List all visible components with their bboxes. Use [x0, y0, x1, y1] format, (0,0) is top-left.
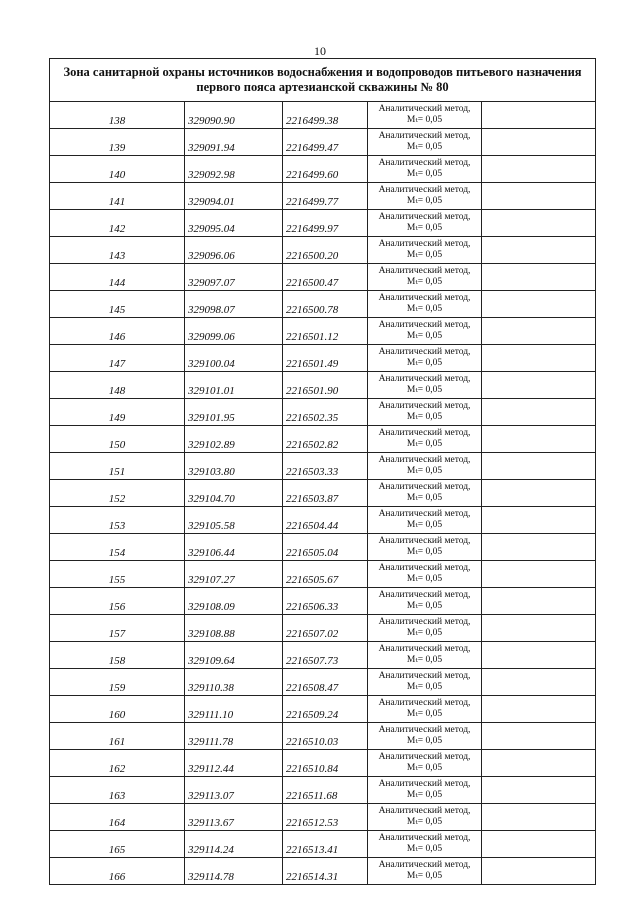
empty-cell — [482, 858, 596, 885]
method-label: Аналитический метод, — [378, 428, 471, 438]
coordinate-x-cell: 329102.89 — [185, 426, 283, 453]
point-number-cell: 156 — [50, 588, 185, 615]
point-number-cell: 160 — [50, 696, 185, 723]
coordinate-x-cell: 329105.58 — [185, 507, 283, 534]
method-label: Аналитический метод, — [378, 320, 471, 330]
method-label: Аналитический метод, — [378, 779, 471, 789]
method-cell — [368, 372, 482, 399]
method-label: Аналитический метод, — [378, 374, 471, 384]
coordinate-y-cell: 2216511.68 — [283, 777, 368, 804]
point-number-cell: 158 — [50, 642, 185, 669]
coordinate-x-cell: 329100.04 — [185, 345, 283, 372]
coordinate-y-cell: 2216505.04 — [283, 534, 368, 561]
method-cell — [368, 534, 482, 561]
accuracy-label: Mₜ= 0,05 — [406, 196, 443, 206]
table-row — [50, 669, 596, 696]
coordinate-x-cell: 329104.70 — [185, 480, 283, 507]
empty-cell — [482, 588, 596, 615]
coordinate-y-cell: 2216512.53 — [283, 804, 368, 831]
table-row — [50, 210, 596, 237]
method-cell — [368, 129, 482, 156]
method-label: Аналитический метод, — [378, 158, 471, 168]
coordinate-x-cell: 329096.06 — [185, 237, 283, 264]
coordinate-x-cell: 329111.10 — [185, 696, 283, 723]
method-label: Аналитический метод, — [378, 590, 471, 600]
accuracy-label: Mₜ= 0,05 — [406, 628, 443, 638]
table-row — [50, 345, 596, 372]
accuracy-label: Mₜ= 0,05 — [406, 574, 443, 584]
method-label: Аналитический метод, — [378, 293, 471, 303]
empty-cell — [482, 399, 596, 426]
point-number-cell: 166 — [50, 858, 185, 885]
coordinate-y-cell: 2216514.31 — [283, 858, 368, 885]
accuracy-label: Mₜ= 0,05 — [406, 331, 443, 341]
coordinate-y-cell: 2216510.03 — [283, 723, 368, 750]
method-cell — [368, 318, 482, 345]
point-number-cell: 152 — [50, 480, 185, 507]
point-number-cell: 164 — [50, 804, 185, 831]
accuracy-label: Mₜ= 0,05 — [406, 682, 443, 692]
method-cell — [368, 588, 482, 615]
table-row — [50, 804, 596, 831]
method-cell — [368, 210, 482, 237]
accuracy-label: Mₜ= 0,05 — [406, 250, 443, 260]
point-number-cell: 143 — [50, 237, 185, 264]
method-cell — [368, 507, 482, 534]
point-number-cell: 163 — [50, 777, 185, 804]
table-row — [50, 183, 596, 210]
coordinate-x-cell: 329108.09 — [185, 588, 283, 615]
empty-cell — [482, 615, 596, 642]
coordinate-x-cell: 329095.04 — [185, 210, 283, 237]
method-cell — [368, 615, 482, 642]
point-number-cell: 147 — [50, 345, 185, 372]
method-label: Аналитический метод, — [378, 401, 471, 411]
coordinate-y-cell: 2216505.67 — [283, 561, 368, 588]
empty-cell — [482, 264, 596, 291]
table-row — [50, 399, 596, 426]
coordinate-y-cell: 2216502.35 — [283, 399, 368, 426]
table-row — [50, 102, 596, 129]
table-row — [50, 750, 596, 777]
accuracy-label: Mₜ= 0,05 — [406, 790, 443, 800]
accuracy-label: Mₜ= 0,05 — [406, 817, 443, 827]
accuracy-label: Mₜ= 0,05 — [406, 439, 443, 449]
coordinate-y-cell: 2216509.24 — [283, 696, 368, 723]
coordinate-y-cell: 2216503.33 — [283, 453, 368, 480]
method-cell — [368, 777, 482, 804]
method-cell — [368, 696, 482, 723]
method-cell — [368, 831, 482, 858]
method-label: Аналитический метод, — [378, 239, 471, 249]
table-row — [50, 615, 596, 642]
empty-cell — [482, 183, 596, 210]
method-label: Аналитический метод, — [378, 860, 471, 870]
accuracy-label: Mₜ= 0,05 — [406, 493, 443, 503]
empty-cell — [482, 831, 596, 858]
point-number-cell: 161 — [50, 723, 185, 750]
coordinate-y-cell: 2216499.97 — [283, 210, 368, 237]
method-cell — [368, 102, 482, 129]
method-label: Аналитический метод, — [378, 212, 471, 222]
method-cell — [368, 669, 482, 696]
coordinate-y-cell: 2216503.87 — [283, 480, 368, 507]
table-row — [50, 723, 596, 750]
coordinates-table — [49, 58, 596, 885]
accuracy-label: Mₜ= 0,05 — [406, 871, 443, 881]
method-label: Аналитический метод, — [378, 536, 471, 546]
coordinate-y-cell: 2216499.77 — [283, 183, 368, 210]
method-cell — [368, 723, 482, 750]
accuracy-label: Mₜ= 0,05 — [406, 304, 443, 314]
coordinate-y-cell: 2216507.02 — [283, 615, 368, 642]
coordinate-y-cell: 2216506.33 — [283, 588, 368, 615]
coordinate-x-cell: 329106.44 — [185, 534, 283, 561]
coordinate-y-cell: 2216507.73 — [283, 642, 368, 669]
empty-cell — [482, 102, 596, 129]
method-label: Аналитический метод, — [378, 455, 471, 465]
table-row — [50, 318, 596, 345]
coordinate-y-cell: 2216504.44 — [283, 507, 368, 534]
coordinate-y-cell: 2216500.20 — [283, 237, 368, 264]
table-row — [50, 129, 596, 156]
empty-cell — [482, 561, 596, 588]
coordinate-x-cell: 329090.90 — [185, 102, 283, 129]
empty-cell — [482, 480, 596, 507]
method-cell — [368, 561, 482, 588]
coordinate-y-cell: 2216500.78 — [283, 291, 368, 318]
empty-cell — [482, 696, 596, 723]
coordinate-y-cell: 2216510.84 — [283, 750, 368, 777]
method-label: Аналитический метод, — [378, 671, 471, 681]
point-number-cell: 165 — [50, 831, 185, 858]
empty-cell — [482, 156, 596, 183]
point-number-cell: 149 — [50, 399, 185, 426]
method-cell — [368, 156, 482, 183]
empty-cell — [482, 642, 596, 669]
coordinate-x-cell: 329113.07 — [185, 777, 283, 804]
table-row — [50, 426, 596, 453]
empty-cell — [482, 291, 596, 318]
point-number-cell: 144 — [50, 264, 185, 291]
accuracy-label: Mₜ= 0,05 — [406, 655, 443, 665]
empty-cell — [482, 750, 596, 777]
empty-cell — [482, 426, 596, 453]
method-label: Аналитический метод, — [378, 482, 471, 492]
empty-cell — [482, 777, 596, 804]
method-cell — [368, 858, 482, 885]
table-row — [50, 291, 596, 318]
accuracy-label: Mₜ= 0,05 — [406, 277, 443, 287]
method-label: Аналитический метод, — [378, 698, 471, 708]
point-number-cell: 146 — [50, 318, 185, 345]
point-number-cell: 139 — [50, 129, 185, 156]
coordinate-x-cell: 329111.78 — [185, 723, 283, 750]
table-row — [50, 264, 596, 291]
empty-cell — [482, 372, 596, 399]
method-label: Аналитический метод, — [378, 347, 471, 357]
point-number-cell: 159 — [50, 669, 185, 696]
empty-cell — [482, 669, 596, 696]
table-row — [50, 588, 596, 615]
accuracy-label: Mₜ= 0,05 — [406, 142, 443, 152]
table-row — [50, 156, 596, 183]
method-label: Аналитический метод, — [378, 752, 471, 762]
coordinate-y-cell: 2216500.47 — [283, 264, 368, 291]
point-number-cell: 141 — [50, 183, 185, 210]
coordinate-y-cell: 2216499.47 — [283, 129, 368, 156]
coordinate-x-cell: 329109.64 — [185, 642, 283, 669]
table-row — [50, 642, 596, 669]
method-label: Аналитический метод, — [378, 104, 471, 114]
method-cell — [368, 345, 482, 372]
empty-cell — [482, 534, 596, 561]
accuracy-label: Mₜ= 0,05 — [406, 520, 443, 530]
table-row — [50, 777, 596, 804]
accuracy-label: Mₜ= 0,05 — [406, 466, 443, 476]
table-title — [50, 59, 596, 102]
point-number-cell: 154 — [50, 534, 185, 561]
accuracy-label: Mₜ= 0,05 — [406, 709, 443, 719]
point-number-cell: 162 — [50, 750, 185, 777]
accuracy-label: Mₜ= 0,05 — [406, 115, 443, 125]
empty-cell — [482, 345, 596, 372]
method-cell — [368, 264, 482, 291]
table-row — [50, 561, 596, 588]
empty-cell — [482, 507, 596, 534]
accuracy-label: Mₜ= 0,05 — [406, 736, 443, 746]
table-row — [50, 696, 596, 723]
method-cell — [368, 237, 482, 264]
method-cell — [368, 480, 482, 507]
coordinate-x-cell: 329103.80 — [185, 453, 283, 480]
coordinate-y-cell: 2216508.47 — [283, 669, 368, 696]
table-title-line1: Зона санитарной охраны источников водоснабжения и водопроводов питьевого назначения — [63, 65, 582, 79]
coordinate-x-cell: 329114.24 — [185, 831, 283, 858]
method-cell — [368, 426, 482, 453]
coordinate-y-cell: 2216499.60 — [283, 156, 368, 183]
coordinate-y-cell: 2216501.49 — [283, 345, 368, 372]
empty-cell — [482, 318, 596, 345]
point-number-cell: 142 — [50, 210, 185, 237]
table-row — [50, 372, 596, 399]
point-number-cell: 138 — [50, 102, 185, 129]
coordinate-x-cell: 329101.01 — [185, 372, 283, 399]
empty-cell — [482, 129, 596, 156]
method-label: Аналитический метод, — [378, 833, 471, 843]
accuracy-label: Mₜ= 0,05 — [406, 385, 443, 395]
empty-cell — [482, 804, 596, 831]
method-cell — [368, 642, 482, 669]
coordinate-y-cell: 2216502.82 — [283, 426, 368, 453]
title-row — [50, 59, 596, 102]
accuracy-label: Mₜ= 0,05 — [406, 547, 443, 557]
coordinate-x-cell: 329099.06 — [185, 318, 283, 345]
empty-cell — [482, 210, 596, 237]
coordinate-y-cell: 2216501.90 — [283, 372, 368, 399]
coordinate-x-cell: 329101.95 — [185, 399, 283, 426]
method-cell — [368, 804, 482, 831]
point-number-cell: 148 — [50, 372, 185, 399]
method-cell — [368, 291, 482, 318]
table-row — [50, 831, 596, 858]
coordinate-x-cell: 329107.27 — [185, 561, 283, 588]
table-row — [50, 534, 596, 561]
coordinate-x-cell: 329098.07 — [185, 291, 283, 318]
method-label: Аналитический метод, — [378, 644, 471, 654]
point-number-cell: 155 — [50, 561, 185, 588]
accuracy-label: Mₜ= 0,05 — [406, 412, 443, 422]
coordinate-x-cell: 329113.67 — [185, 804, 283, 831]
accuracy-label: Mₜ= 0,05 — [406, 601, 443, 611]
method-label: Аналитический метод, — [378, 266, 471, 276]
point-number-cell: 157 — [50, 615, 185, 642]
coordinate-x-cell: 329091.94 — [185, 129, 283, 156]
empty-cell — [482, 237, 596, 264]
point-number-cell: 151 — [50, 453, 185, 480]
coordinate-x-cell: 329094.01 — [185, 183, 283, 210]
method-cell — [368, 399, 482, 426]
point-number-cell: 153 — [50, 507, 185, 534]
point-number-cell: 140 — [50, 156, 185, 183]
coordinate-x-cell: 329114.78 — [185, 858, 283, 885]
page-number: 10 — [314, 44, 326, 58]
method-cell — [368, 453, 482, 480]
accuracy-label: Mₜ= 0,05 — [406, 223, 443, 233]
coordinate-y-cell: 2216513.41 — [283, 831, 368, 858]
accuracy-label: Mₜ= 0,05 — [406, 169, 443, 179]
table-row — [50, 858, 596, 885]
empty-cell — [482, 453, 596, 480]
point-number-cell: 150 — [50, 426, 185, 453]
table-row — [50, 480, 596, 507]
accuracy-label: Mₜ= 0,05 — [406, 844, 443, 854]
table-row — [50, 507, 596, 534]
coordinate-x-cell: 329108.88 — [185, 615, 283, 642]
coordinate-y-cell: 2216499.38 — [283, 102, 368, 129]
table-row — [50, 237, 596, 264]
method-label: Аналитический метод, — [378, 185, 471, 195]
method-label: Аналитический метод, — [378, 131, 471, 141]
method-label: Аналитический метод, — [378, 563, 471, 573]
method-label: Аналитический метод, — [378, 806, 471, 816]
accuracy-label: Mₜ= 0,05 — [406, 358, 443, 368]
table-title-line2: первого пояса артезианской скважины № 80 — [196, 80, 449, 94]
empty-cell — [482, 723, 596, 750]
method-label: Аналитический метод, — [378, 509, 471, 519]
coordinate-y-cell: 2216501.12 — [283, 318, 368, 345]
point-number-cell: 145 — [50, 291, 185, 318]
table-row — [50, 453, 596, 480]
coordinate-x-cell: 329097.07 — [185, 264, 283, 291]
method-cell — [368, 750, 482, 777]
method-cell — [368, 183, 482, 210]
method-label: Аналитический метод, — [378, 617, 471, 627]
coordinate-x-cell: 329110.38 — [185, 669, 283, 696]
coordinate-x-cell: 329112.44 — [185, 750, 283, 777]
method-label: Аналитический метод, — [378, 725, 471, 735]
accuracy-label: Mₜ= 0,05 — [406, 763, 443, 773]
coordinate-x-cell: 329092.98 — [185, 156, 283, 183]
